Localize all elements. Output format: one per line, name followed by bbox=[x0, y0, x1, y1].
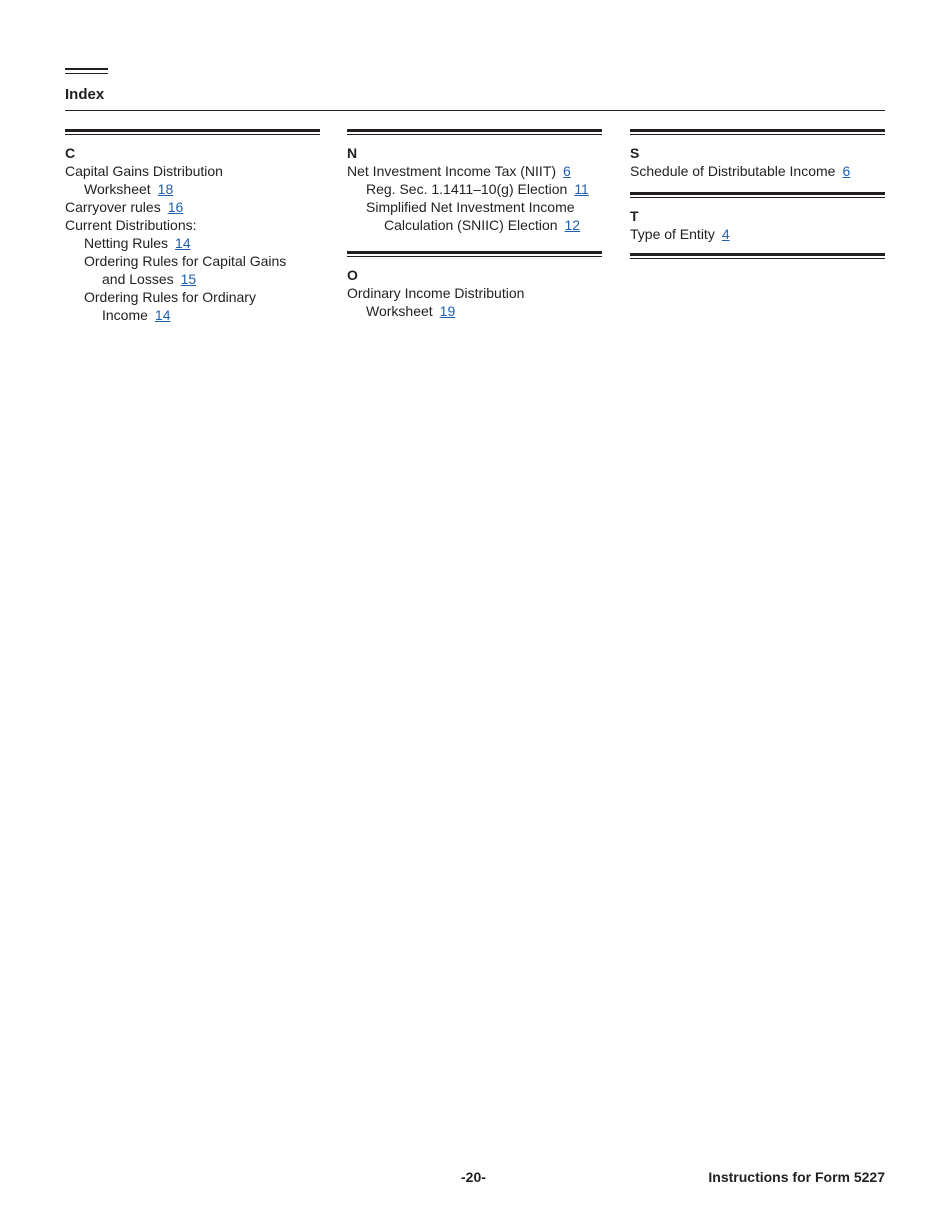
page-link[interactable]: 6 bbox=[563, 163, 571, 179]
section-rule bbox=[347, 251, 602, 257]
index-column-2 bbox=[347, 129, 602, 332]
section-letter: N bbox=[347, 145, 358, 161]
index-entry: Capital Gains Distribution bbox=[65, 163, 223, 179]
section-letter: T bbox=[630, 208, 639, 224]
index-entry: Income 14 bbox=[102, 307, 171, 323]
section-letter: C bbox=[65, 145, 76, 161]
title-top-rule bbox=[65, 68, 108, 74]
index-section-s bbox=[630, 129, 885, 180]
index-entry: Ordering Rules for Ordinary bbox=[84, 289, 256, 305]
page-title: Index bbox=[65, 86, 105, 103]
index-entry: Worksheet 18 bbox=[84, 181, 174, 197]
title-divider bbox=[65, 110, 885, 111]
index-entry: Worksheet 19 bbox=[366, 303, 456, 319]
index-entry: Net Investment Income Tax (NIIT) 6 bbox=[347, 163, 571, 179]
page-link[interactable]: 14 bbox=[154, 307, 171, 323]
index-end-rule bbox=[630, 253, 885, 259]
section-rule bbox=[630, 192, 885, 198]
index-entry: Type of Entity 4 bbox=[630, 226, 730, 242]
footer-page-number: -20- bbox=[461, 1169, 486, 1185]
section-letter: S bbox=[630, 145, 640, 161]
index-entry: Ordering Rules for Capital Gains bbox=[84, 253, 287, 269]
page-link[interactable]: 12 bbox=[564, 217, 581, 233]
index-entry: Ordinary Income Distribution bbox=[347, 285, 525, 301]
page-link[interactable]: 4 bbox=[721, 226, 730, 242]
index-entry: and Losses 15 bbox=[102, 271, 197, 287]
index-entry: Schedule of Distributable Income 6 bbox=[630, 163, 851, 179]
page-link[interactable]: 18 bbox=[157, 181, 174, 197]
section-rule bbox=[630, 129, 885, 135]
page-link[interactable]: 11 bbox=[574, 181, 589, 197]
index-entry: Simplified Net Investment Income bbox=[366, 199, 575, 215]
page-link[interactable]: 15 bbox=[180, 271, 197, 287]
page-link[interactable]: 14 bbox=[175, 235, 191, 251]
index-section-n bbox=[347, 129, 602, 234]
section-letter: O bbox=[347, 267, 358, 283]
page-link[interactable]: 6 bbox=[842, 163, 851, 179]
index-entry: Calculation (SNIIC) Election 12 bbox=[384, 217, 581, 233]
index-entry: Carryover rules 16 bbox=[65, 199, 184, 215]
index-column-3 bbox=[630, 129, 885, 259]
index-section-t bbox=[630, 192, 885, 243]
footer-form-title: Instructions for Form 5227 bbox=[708, 1169, 885, 1185]
index-entry: Reg. Sec. 1.1411–10(g) Election 11 bbox=[366, 181, 589, 197]
section-rule bbox=[347, 129, 602, 135]
page-link[interactable]: 19 bbox=[439, 303, 456, 319]
section-rule bbox=[65, 129, 320, 135]
index-section-o bbox=[347, 251, 602, 320]
index-entry: Current Distributions: bbox=[65, 217, 197, 233]
index-column-1 bbox=[65, 129, 320, 336]
page-link[interactable]: 16 bbox=[167, 199, 184, 215]
index-section-c bbox=[65, 129, 320, 324]
index-entry: Netting Rules 14 bbox=[84, 235, 191, 251]
